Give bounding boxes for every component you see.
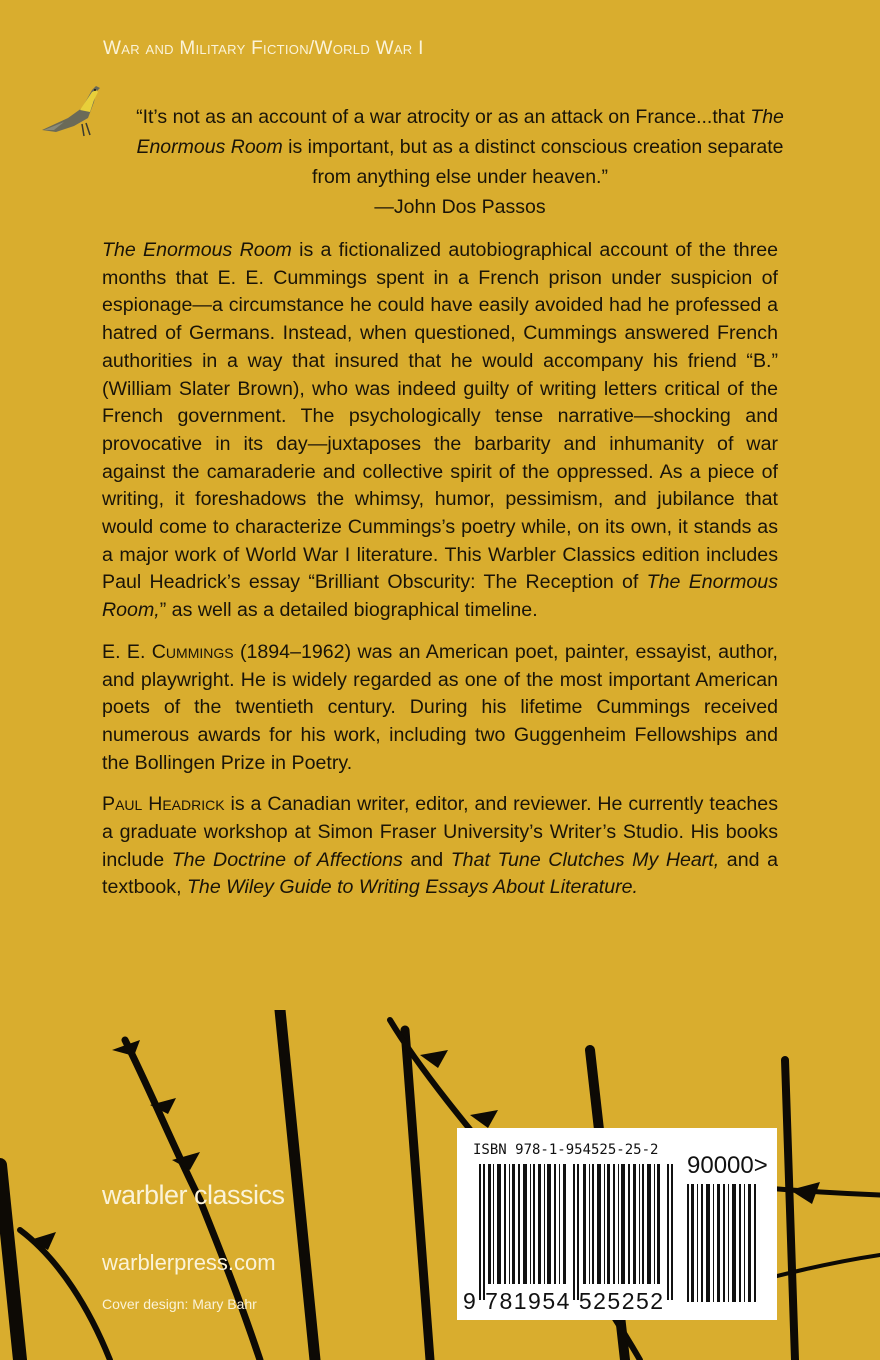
book-description: The Enormous Room is a fictionalized autobiographical account of the three months that E. E. Cummings spent in a French prison under suspicion of espionage—a circumstance he could have easily avoided had he professed a hatred of Germans. Instead, when questioned, Cummings answered French authorities in a way that insured that he would accompany his friend “B.” (William Slater Brown), who was indeed guilty of writing letters critical of the French government. The psychologically tense narrative—shocking and provocative in its day—juxtaposes the barbarity and inhumanity of war against the camaraderie and collective spirit of the oppressed. As a piece of writing, it foreshadows the whimsy, humor, pessimism, and jubilance that would come to characterize Cummings’s poetry while, on its own, it stands as a major work of World War I literature. This Warbler Classics edition includes Paul Headrick’s essay “Brilliant Obscurity: The Reception of The Enormous Room,” as well as a detailed biographical timeline.: [102, 239, 779, 622]
quote-text: “It’s not as an account of a war atrocity or as an attack on France...that The Enormous Room is important, but as a distinct conscious creation separate from anything else under heaven.”: [136, 106, 784, 188]
publisher-imprint: warbler classics: [102, 1180, 285, 1210]
author-bio: E. E. Cummings (1894–1962) was an American poet, painter, essayist, author, and playwright. He is widely regarded as one of the most important American poets of the twentieth century. During his lifetime Cummings received numerous awards for his work, including two Guggenheim Fellowships and the Bollingen Prize in Poetry.: [102, 640, 778, 774]
cover-design-credit: Cover design: Mary Bahr: [102, 1296, 257, 1312]
isbn-label: ISBN 978-1-954525-25-2: [473, 1142, 659, 1158]
category-label: War and Military Fiction/World War I: [103, 38, 424, 59]
back-cover-copy: [102, 237, 778, 916]
ean-digits: 9 781954 525252: [463, 1288, 665, 1314]
blurb-quote: [120, 102, 800, 222]
ean-barcode-bars: [479, 1164, 675, 1300]
price-code: 90000>: [687, 1152, 768, 1179]
warbler-bird-logo: [38, 78, 104, 142]
quote-attribution: —John Dos Passos: [374, 196, 546, 218]
publisher-website: warblerpress.com: [102, 1250, 276, 1275]
price-addon-bars: [687, 1184, 759, 1302]
editor-bio: Paul Headrick is a Canadian writer, editor, and reviewer. He currently teaches a graduate workshop at Simon Fraser University’s Writer’s Studio. His books include The Doctrine of Affections and That Tune Clutches My Heart, and a textbook, The Wiley Guide to Writing Essays About Literature.: [102, 793, 778, 899]
isbn-barcode: [457, 1128, 777, 1320]
